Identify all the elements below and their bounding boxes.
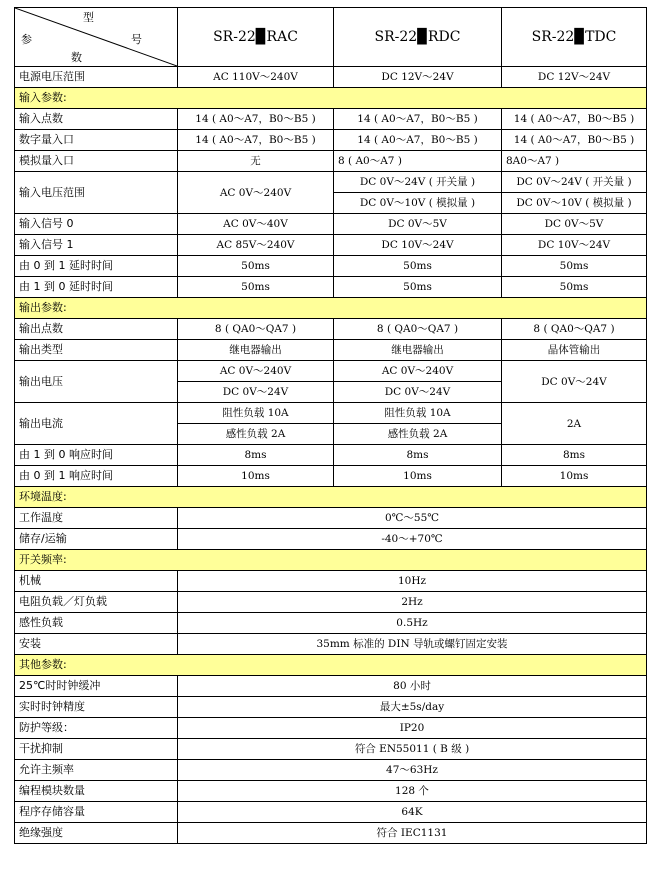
row-out-type	[15, 340, 647, 361]
header-corner-cell	[15, 8, 178, 67]
row-resp10	[15, 445, 647, 466]
model-header-rac: SR-22▉RAC	[178, 8, 334, 67]
cell-rac: AC 0V～40V	[178, 214, 334, 235]
row-label: 储存/运输	[15, 529, 178, 550]
row-protection	[15, 718, 647, 739]
cell-tdc: 8 ( QA0～QA7 )	[502, 319, 647, 340]
cell-value: 2Hz	[178, 592, 647, 613]
row-label: 机械	[15, 571, 178, 592]
row-resp01	[15, 466, 647, 487]
cell-value: 64K	[178, 802, 647, 823]
cell-value: 128 个	[178, 781, 647, 802]
cell-rac: AC 0V～240V	[178, 172, 334, 214]
row-in-sig1	[15, 235, 647, 256]
cell-rac: 继电器输出	[178, 340, 334, 361]
row-label: 允许主频率	[15, 760, 178, 781]
row-label: 防护等级：	[15, 718, 178, 739]
cell-rdc: 8ms	[334, 445, 502, 466]
row-label: 由 1 到 0 延时时间	[15, 277, 178, 298]
cell-rdc: DC 0V～5V	[334, 214, 502, 235]
cell-rac: AC 110V～240V	[178, 67, 334, 88]
cell-rdc: 8 ( QA0～QA7 )	[334, 319, 502, 340]
cell-value: IP20	[178, 718, 647, 739]
spec-table	[14, 7, 647, 844]
cell-tdc: 8ms	[502, 445, 647, 466]
cell-rdc: AC 0V～240V	[334, 361, 502, 382]
cell-value: 最大±5s/day	[178, 697, 647, 718]
cell-tdc: 50ms	[502, 277, 647, 298]
cell-rac: DC 0V～24V	[178, 382, 334, 403]
model-header-tdc: SR-22▉TDC	[502, 8, 647, 67]
row-label: 模拟量入口	[15, 151, 178, 172]
row-label: 安装	[15, 634, 178, 655]
row-storage	[15, 802, 647, 823]
cell-rac: 14 ( A0～A7，B0～B5 )	[178, 109, 334, 130]
cell-tdc: DC 0V～24V ( 开关量 )	[502, 172, 647, 193]
row-in-sig0	[15, 214, 647, 235]
cell-rac: 14 ( A0～A7，B0～B5 )	[178, 130, 334, 151]
section-input	[15, 88, 647, 109]
row-delay01	[15, 256, 647, 277]
cell-rdc: 8 ( A0～A7 )	[334, 151, 502, 172]
row-emi	[15, 739, 647, 760]
cell-rdc: DC 0V～24V	[334, 382, 502, 403]
cell-rac: 50ms	[178, 277, 334, 298]
cell-rdc: DC 12V～24V	[334, 67, 502, 88]
cell-value: -40～+70℃	[178, 529, 647, 550]
row-out-points	[15, 319, 647, 340]
row-modules	[15, 781, 647, 802]
row-label: 干扰抑制	[15, 739, 178, 760]
cell-value: 0℃～55℃	[178, 508, 647, 529]
cell-rac: 50ms	[178, 256, 334, 277]
cell-value: 35mm 标准的 DIN 导轨或螺钉固定安装	[178, 634, 647, 655]
cell-tdc: DC 12V～24V	[502, 67, 647, 88]
section-env	[15, 487, 647, 508]
cell-tdc: 14 ( A0～A7，B0～B5 )	[502, 109, 647, 130]
row-freq	[15, 760, 647, 781]
cell-value: 80 小时	[178, 676, 647, 697]
row-install	[15, 634, 647, 655]
row-label: 绝缘强度	[15, 823, 178, 844]
cell-rac: AC 85V～240V	[178, 235, 334, 256]
row-label: 输入点数	[15, 109, 178, 130]
corner-label-shu: 数	[71, 51, 82, 64]
row-label: 输出点数	[15, 319, 178, 340]
cell-tdc: 10ms	[502, 466, 647, 487]
row-delay10	[15, 277, 647, 298]
row-digital-in	[15, 130, 647, 151]
cell-rdc: 50ms	[334, 277, 502, 298]
cell-rdc: 10ms	[334, 466, 502, 487]
cell-rac: 8ms	[178, 445, 334, 466]
row-label: 输入电压范围	[15, 172, 178, 214]
section-title: 开关频率:	[15, 550, 647, 571]
cell-tdc: 50ms	[502, 256, 647, 277]
cell-rac: 感性负载 2A	[178, 424, 334, 445]
cell-rac: AC 0V～240V	[178, 361, 334, 382]
row-label: 数字量入口	[15, 130, 178, 151]
row-label: 输出电压	[15, 361, 178, 403]
row-label: 25℃时时钟缓冲	[15, 676, 178, 697]
row-out-voltage-a	[15, 361, 647, 382]
row-label: 程序存储容量	[15, 802, 178, 823]
row-store-temp	[15, 529, 647, 550]
cell-value: 符合 EN55011 ( B 级 )	[178, 739, 647, 760]
cell-tdc: DC 0V～24V	[502, 361, 647, 403]
cell-rac: 8 ( QA0～QA7 )	[178, 319, 334, 340]
cell-tdc: 8A0～A7 )	[502, 151, 647, 172]
cell-rdc: 14 ( A0～A7，B0～B5 )	[334, 130, 502, 151]
row-label: 电阻负载／灯负载	[15, 592, 178, 613]
cell-rdc: 感性负载 2A	[334, 424, 502, 445]
row-label: 输出电流	[15, 403, 178, 445]
row-clock-buffer	[15, 676, 647, 697]
section-title: 输出参数:	[15, 298, 647, 319]
row-clock-acc	[15, 697, 647, 718]
row-inductive	[15, 613, 647, 634]
cell-value: 47～63Hz	[178, 760, 647, 781]
section-output	[15, 298, 647, 319]
row-insulation	[15, 823, 647, 844]
cell-tdc: DC 0V～10V ( 模拟量 )	[502, 193, 647, 214]
row-power	[15, 67, 647, 88]
cell-value: 10Hz	[178, 571, 647, 592]
cell-rdc: 继电器输出	[334, 340, 502, 361]
header-row	[15, 8, 647, 67]
section-other	[15, 655, 647, 676]
cell-rdc: 阻性负载 10A	[334, 403, 502, 424]
section-title: 输入参数:	[15, 88, 647, 109]
corner-label-xing: 型	[83, 11, 94, 24]
row-in-voltage-a	[15, 172, 647, 193]
row-label: 工作温度	[15, 508, 178, 529]
cell-tdc: 2A	[502, 403, 647, 445]
row-mech	[15, 571, 647, 592]
cell-tdc: DC 0V～5V	[502, 214, 647, 235]
cell-rac: 阻性负载 10A	[178, 403, 334, 424]
row-analog-in	[15, 151, 647, 172]
section-title: 其他参数:	[15, 655, 647, 676]
cell-value: 0.5Hz	[178, 613, 647, 634]
cell-rdc: 14 ( A0～A7，B0～B5 )	[334, 109, 502, 130]
cell-rdc: DC 10V～24V	[334, 235, 502, 256]
row-label: 由 1 到 0 响应时间	[15, 445, 178, 466]
row-label: 感性负载	[15, 613, 178, 634]
cell-rac: 无	[178, 151, 334, 172]
section-freq	[15, 550, 647, 571]
row-out-current-a	[15, 403, 647, 424]
row-resistive	[15, 592, 647, 613]
row-label: 输入信号 1	[15, 235, 178, 256]
corner-label-hao: 号	[131, 33, 142, 46]
row-label: 由 0 到 1 响应时间	[15, 466, 178, 487]
model-header-rdc: SR-22▉RDC	[334, 8, 502, 67]
cell-rac: 10ms	[178, 466, 334, 487]
cell-rdc: 50ms	[334, 256, 502, 277]
row-label: 编程模块数量	[15, 781, 178, 802]
cell-rdc: DC 0V～10V ( 模拟量 )	[334, 193, 502, 214]
corner-label-can: 参	[21, 33, 32, 46]
cell-tdc: DC 10V～24V	[502, 235, 647, 256]
row-label: 输入信号 0	[15, 214, 178, 235]
row-work-temp	[15, 508, 647, 529]
row-label: 电源电压范围	[15, 67, 178, 88]
cell-tdc: 晶体管输出	[502, 340, 647, 361]
row-label: 由 0 到 1 延时时间	[15, 256, 178, 277]
cell-value: 符合 IEC1131	[178, 823, 647, 844]
row-label: 输出类型	[15, 340, 178, 361]
section-title: 环境温度:	[15, 487, 647, 508]
cell-rdc: DC 0V～24V ( 开关量 )	[334, 172, 502, 193]
cell-tdc: 14 ( A0～A7，B0～B5 )	[502, 130, 647, 151]
diagonal-line	[15, 8, 177, 66]
row-in-points	[15, 109, 647, 130]
row-label: 实时时钟精度	[15, 697, 178, 718]
